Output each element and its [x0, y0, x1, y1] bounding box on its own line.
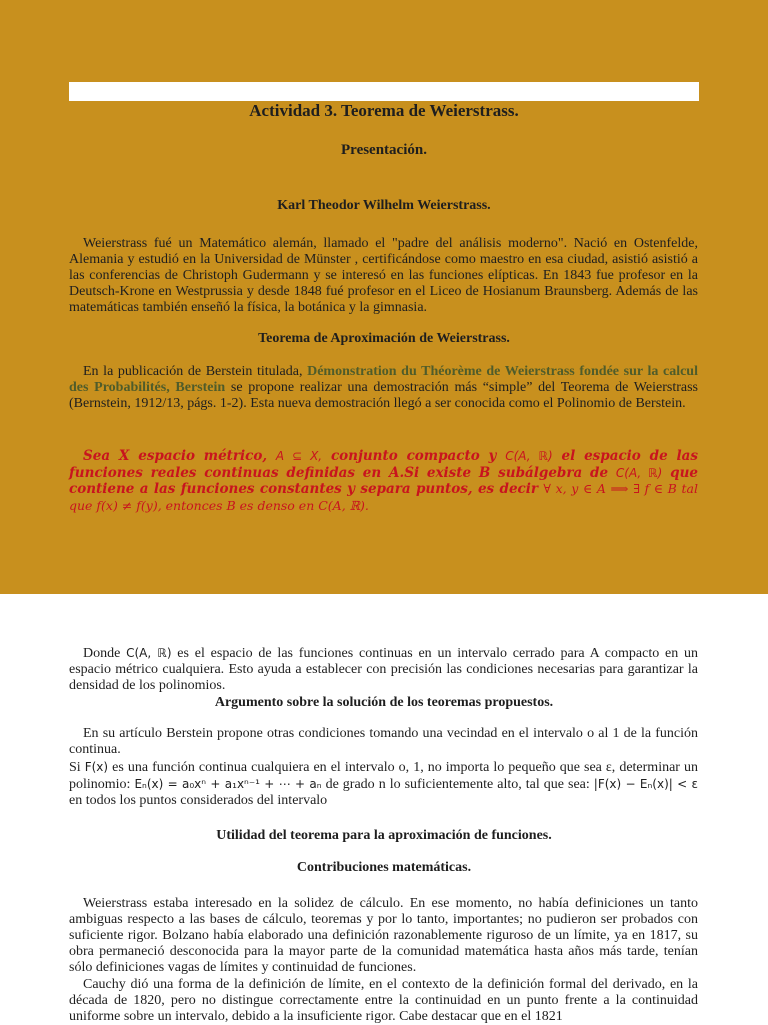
donde-math: C(A, ℝ): [126, 646, 172, 660]
publication-paragraph: [69, 364, 698, 412]
article-paragraph: En su artículo Berstein propone otras condiciones tomando una vecindad en el intervalo o al 1 de la función continua.: [69, 726, 698, 757]
theorem-text: el espacio de las funciones reales continuas definidas en A.Si existe B subálgebra de: [69, 448, 698, 481]
section-utility-heading: Utilidad del teorema para la aproximación de funciones.: [216, 828, 552, 843]
section-contributions-heading: Contribuciones matemáticas.: [296, 860, 472, 875]
section-name-heading: Karl Theodor Wilhelm Weierstrass.: [277, 198, 491, 213]
poly-math: |F(x) − Eₙ(x)| < ε: [593, 777, 698, 791]
theorem-math: A ⊆ X,: [275, 449, 323, 463]
bio-paragraph: Weierstrass fué un Matemático alemán, llamado el "padre del análisis moderno". Nació en Ostenfelde, Alemania y estudió en la Universidad de Münster , certificándose como maestro en esa ciudad, asistió asistió a las conferencias de Christoph Gudermann y se interesó en las funciones elípticas. En 1843 fue profesor en la Deutsch-Krone en Westprussia y desde 1848 fué profesor en el Liceo de Hosianum Braunsberg. Además de las matemáticas también enseñó la física, la botánica y la gimnasia.: [69, 236, 698, 315]
theorem-math: C(A, ℝ): [615, 465, 663, 480]
poly-text: es una función continua cualquiera en el intervalo o, 1, no importa lo pequeño que sea ε, determinar un polinomio:: [69, 760, 698, 792]
donde-text: Donde: [83, 646, 127, 661]
theorem-text: que contiene a las funciones constantes y separa puntos, es decir: [69, 464, 698, 497]
page-title: Actividad 3. Teorema de Weierstrass.: [249, 101, 519, 120]
poly-text: Si: [69, 760, 85, 775]
pub-title: Démonstration du Théorème de Weierstrass fondée sur la calcul des Probabilités, Berstein: [69, 364, 698, 395]
section-theorem-heading: Teorema de Aproximación de Weierstrass.: [258, 331, 510, 346]
section-presentacion: Presentación.: [341, 142, 427, 158]
weierstrass-paragraph: Weierstrass estaba interesado en la solidez de cálculo. En ese momento, no había definiciones un tanto ambiguas respecto a las bases de cálculo, teoremas y por lo tanto, importantes; no pudieron ser probados con suficiente rigor. Bolzano había elaborado una definición razonablemente riguroso de un límite, ya en 1817, su obra permaneció desconocida para la mayor parte de la comunidad matemática hasta años más tarde, tenían sólo definiciones vagas de límites y continuidad de funciones.: [69, 896, 698, 975]
theorem-math: ∀ x, y ∈ A ⟹ ∃ f ∈ B tal que f(x) ≠ f(y), entonces B es denso en C(A, ℝ).: [69, 481, 698, 513]
donde-text: es el espacio de las funciones continuas en un intervalo cerrado para A compacto en un espacio métrico cualquiera. Esto ayuda a establecer con precisión las condiciones necesarias para garantizar la densidad de los polinomios.: [69, 646, 699, 693]
poly-math: Eₙ(x) = a₀xⁿ + a₁xⁿ⁻¹ + ⋯ + aₙ: [134, 777, 322, 791]
header-bar: [69, 82, 699, 101]
theorem-statement: [69, 448, 698, 514]
poly-text: en todos los puntos considerados del intervalo: [69, 793, 328, 808]
theorem-text: conjunto compacto y: [322, 448, 506, 464]
pub-rest: se propone realizar una demostración más “simple” del Teorema de Weierstrass (Bernstein, 1912/13, págs. 1-2). Esta nueva demostración llegó a ser conocida como el Polinomio de Berstein.: [69, 380, 698, 411]
poly-text: de grado n lo suficientemente alto, tal que sea:: [321, 777, 594, 792]
section-argument-heading: Argumento sobre la solución de los teoremas propuestos.: [214, 695, 554, 710]
pub-intro: En la publicación de Berstein titulada,: [83, 364, 308, 379]
cauchy-paragraph: Cauchy dió una forma de la definición de límite, en el contexto de la definición formal del derivado, en la década de 1820, pero no distingue correctamente entre la continuidad en un punto frente a la continuidad uniforme sobre un intervalo, debido a la insuficiente rigor. Cabe destacar que en el 1821: [69, 977, 698, 1024]
polynomial-paragraph: [69, 759, 698, 809]
theorem-math: C(A, ℝ): [505, 449, 553, 463]
poly-math: F(x): [84, 760, 109, 774]
theorem-text: Sea X espacio métrico,: [83, 448, 276, 464]
donde-paragraph: [69, 645, 698, 694]
